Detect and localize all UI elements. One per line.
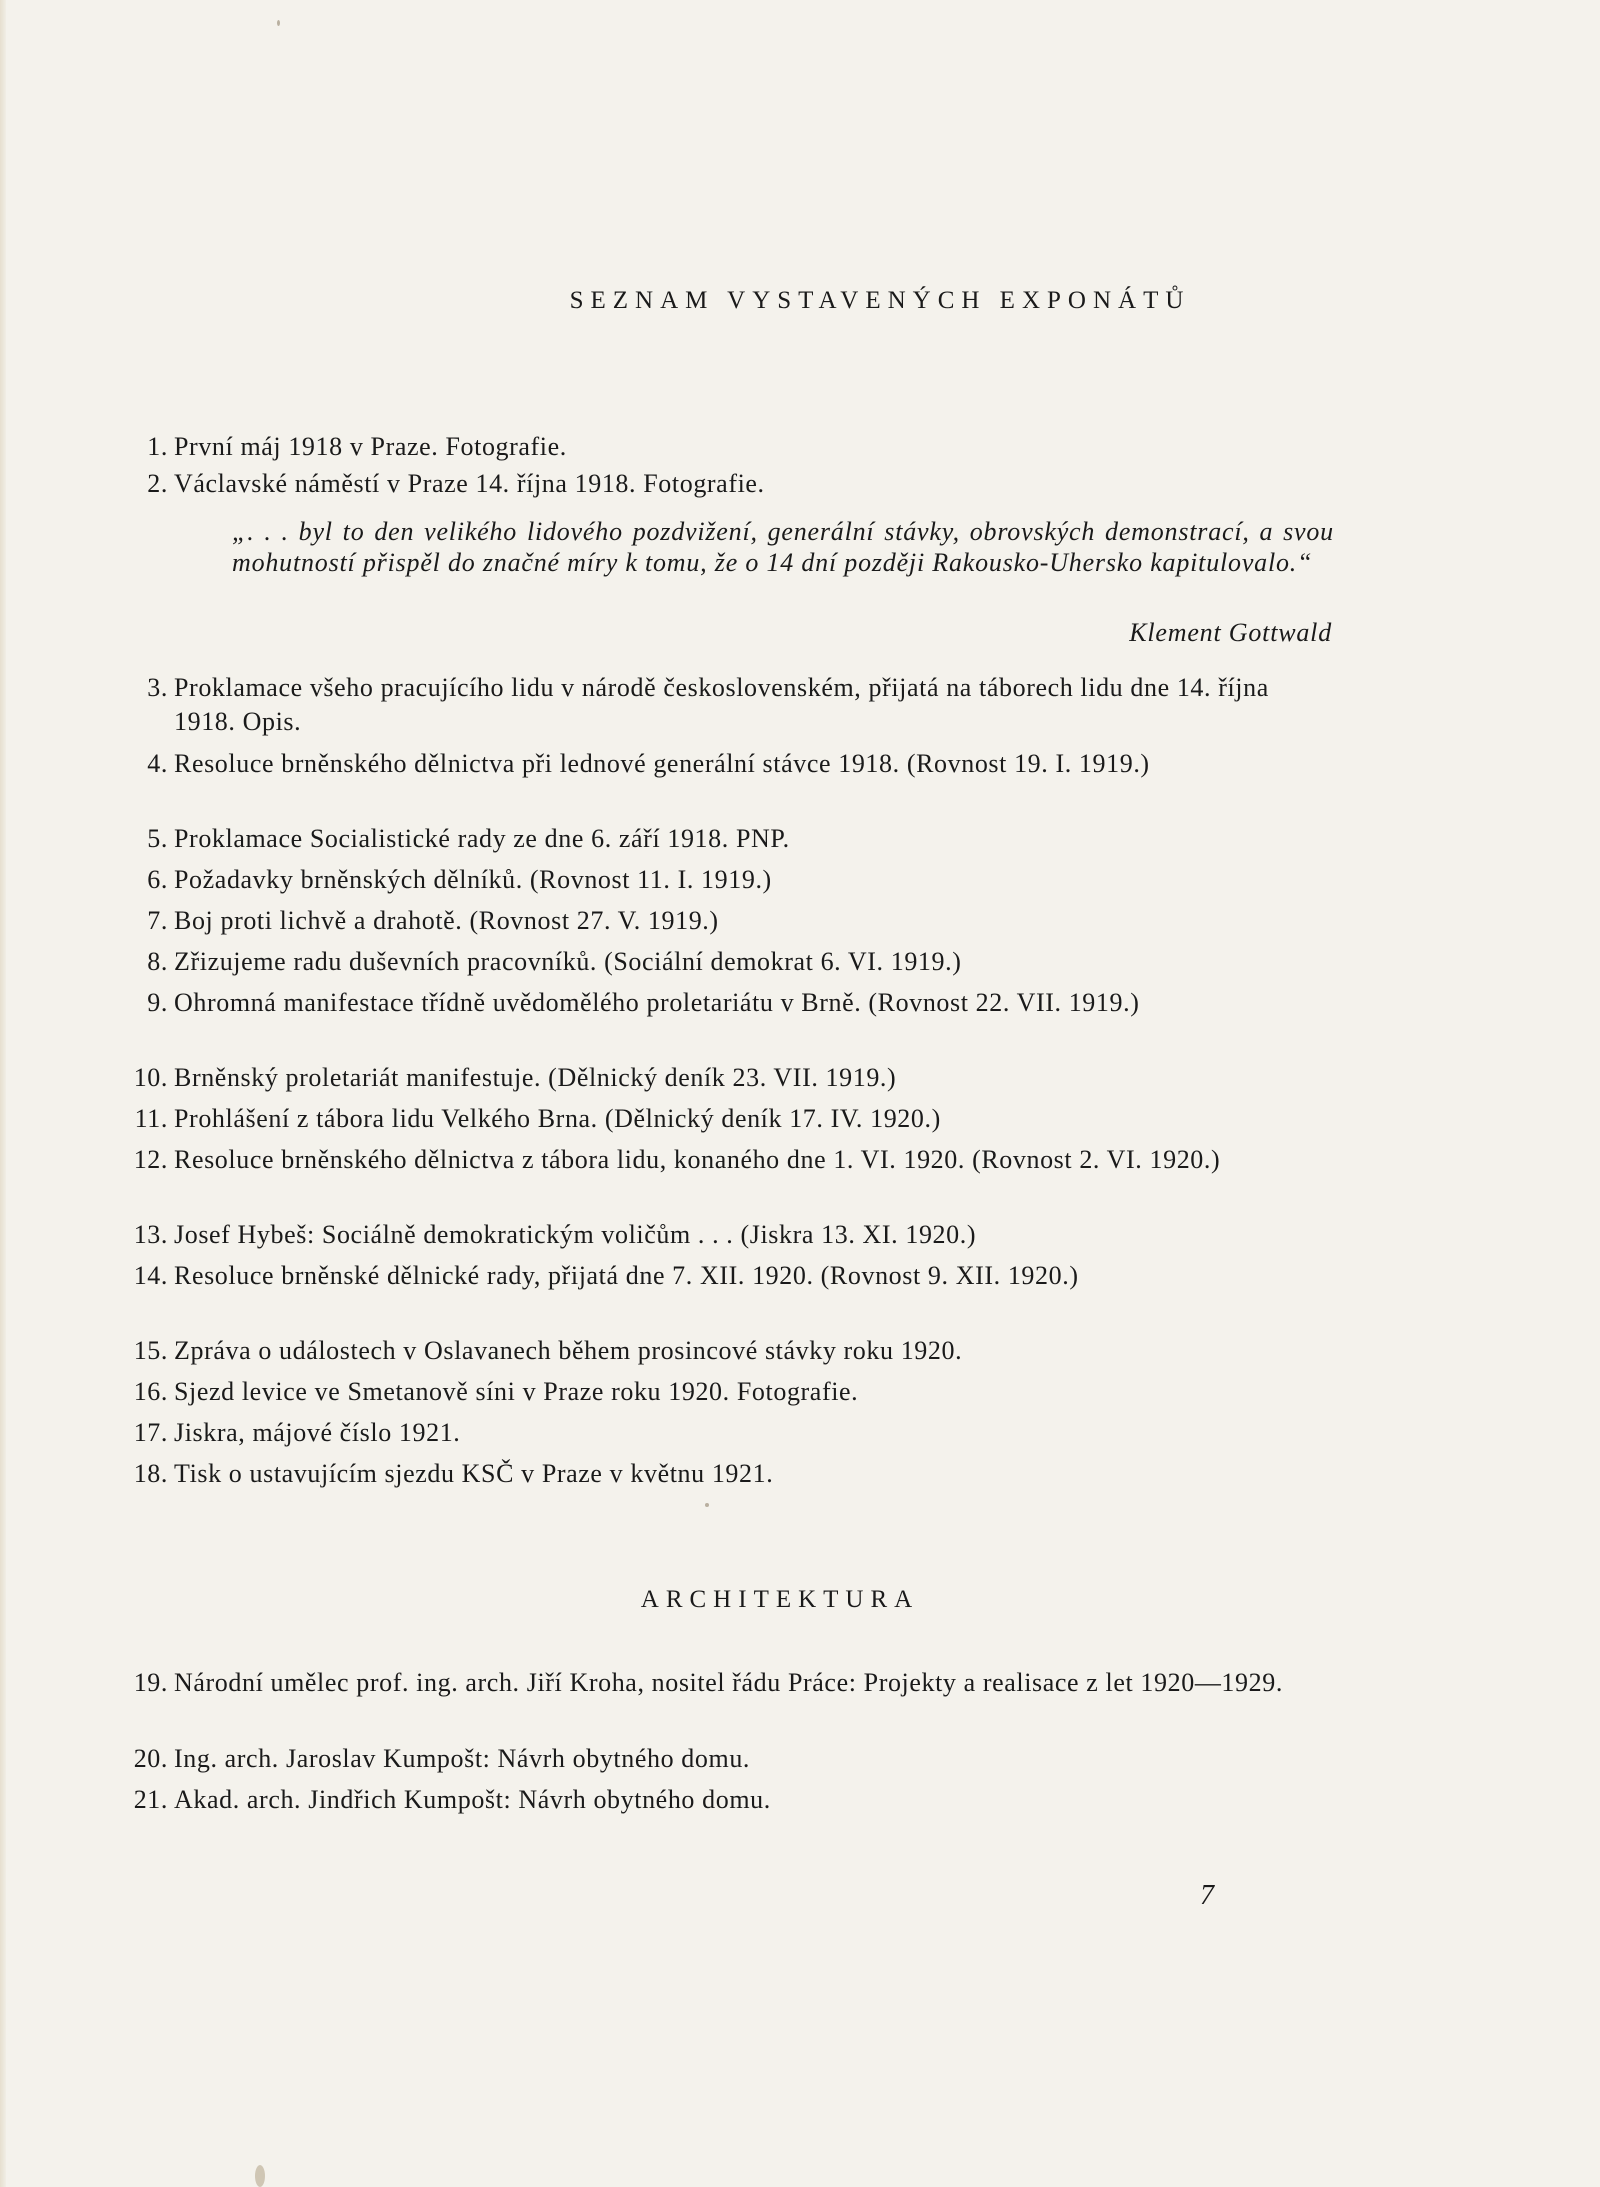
- list-item: [133, 1666, 1334, 1700]
- item-text: Josef Hybeš: Sociálně demokratickým voličům . . . (Jiskra 13. XI. 1920.): [174, 1220, 977, 1249]
- item-text: Zřizujeme radu duševních pracovníků. (Sociální demokrat 6. VI. 1919.): [174, 947, 962, 976]
- item-text: Akad. arch. Jindřich Kumpošt: Návrh obytného domu.: [174, 1785, 771, 1814]
- list-item: [133, 1742, 1334, 1776]
- item-text: Ing. arch. Jaroslav Kumpošt: Návrh obytného domu.: [174, 1744, 751, 1773]
- list-item: [147, 986, 1334, 1020]
- item-number: 18.: [133, 1459, 168, 1488]
- paper-speck: [277, 20, 280, 26]
- item-text: Sjezd levice ve Smetanově síni v Praze roku 1920. Fotografie.: [174, 1377, 859, 1406]
- item-number: 14.: [133, 1261, 168, 1290]
- item-number: 9.: [147, 988, 168, 1017]
- item-text: Zpráva o událostech v Oslavanech během prosincové stávky roku 1920.: [174, 1336, 963, 1365]
- page-title: SEZNAM VYSTAVENÝCH EXPONÁTŮ: [569, 287, 1191, 314]
- item-number: 15.: [133, 1336, 168, 1365]
- item-text: Proklamace všeho pracujícího lidu v národě československém, přijatá na táborech lidu dne 14. října 1918. Opis.: [174, 673, 1269, 736]
- list-item: [133, 1416, 1334, 1450]
- list-item: [147, 430, 1334, 464]
- item-number: 4.: [147, 749, 168, 778]
- list-item: [147, 863, 1334, 897]
- item-text: Požadavky brněnských dělníků. (Rovnost 11. I. 1919.): [174, 865, 772, 894]
- list-item: [133, 1061, 1334, 1095]
- paper-speck: [705, 1503, 709, 1507]
- item-number: 10.: [133, 1063, 168, 1092]
- page-edge: [0, 0, 6, 2187]
- list-item: [147, 747, 1334, 781]
- quote-author: Klement Gottwald: [1129, 618, 1332, 647]
- list-item: [147, 822, 1334, 856]
- item-text: Proklamace Socialistické rady ze dne 6. září 1918. PNP.: [174, 824, 790, 853]
- item-text: První máj 1918 v Praze. Fotografie.: [174, 432, 567, 461]
- item-text: Resoluce brněnského dělnictva z tábora lidu, konaného dne 1. VI. 1920. (Rovnost 2. VI. 1920.): [174, 1145, 1221, 1174]
- item-number: 12.: [133, 1145, 168, 1174]
- list-item: [133, 1457, 1334, 1491]
- item-text: Jiskra, májové číslo 1921.: [174, 1418, 461, 1447]
- item-number: 5.: [147, 824, 168, 853]
- item-text: Resoluce brněnské dělnické rady, přijatá dne 7. XII. 1920. (Rovnost 9. XII. 1920.): [174, 1261, 1079, 1290]
- item-number: 11.: [134, 1104, 168, 1133]
- item-text: Boj proti lichvě a drahotě. (Rovnost 27. V. 1919.): [174, 906, 719, 935]
- item-text: Václavské náměstí v Praze 14. října 1918. Fotografie.: [174, 469, 765, 498]
- list-item: [147, 945, 1334, 979]
- list-item: [134, 1102, 1334, 1136]
- quote-text: „. . . byl to den velikého lidového pozdvižení, generální stávky, obrovských demonstrací, a svou mohutností přispěl do značné míry k tomu, že o 14 dní později Rakousko-Uhersko kapitulovalo.“: [232, 517, 1334, 577]
- item-number: 3.: [147, 673, 168, 702]
- item-text: Resoluce brněnského dělnictva při lednové generální stávce 1918. (Rovnost 19. I. 1919.): [174, 749, 1150, 778]
- item-number: 8.: [147, 947, 168, 976]
- list-item: [147, 671, 1334, 739]
- item-number: 1.: [147, 432, 168, 461]
- item-number: 2.: [147, 469, 168, 498]
- item-number: 17.: [133, 1418, 168, 1447]
- item-number: 13.: [133, 1220, 168, 1249]
- section-title-architecture: ARCHITEKTURA: [640, 1586, 920, 1613]
- list-item: [147, 904, 1334, 938]
- list-item: [133, 1259, 1334, 1293]
- item-text: Národní umělec prof. ing. arch. Jiří Kroha, nositel řádu Práce: Projekty a realisace z let 1920—1929.: [174, 1668, 1283, 1697]
- list-item: [133, 1783, 1334, 1817]
- item-number: 6.: [147, 865, 168, 894]
- list-item: [133, 1143, 1334, 1177]
- item-text: Tisk o ustavujícím sjezdu KSČ v Praze v květnu 1921.: [174, 1459, 774, 1488]
- item-text: Ohromná manifestace třídně uvědomělého proletariátu v Brně. (Rovnost 22. VII. 1919.): [174, 988, 1140, 1017]
- item-number: 16.: [133, 1377, 168, 1406]
- list-item: [133, 1334, 1334, 1368]
- list-item: [133, 1218, 1334, 1252]
- list-item: [133, 1375, 1334, 1409]
- item-number: 20.: [133, 1744, 168, 1773]
- item-number: 21.: [133, 1785, 168, 1814]
- page-number: 7: [1200, 1880, 1214, 1911]
- list-item: [147, 467, 1334, 501]
- item-text: Prohlášení z tábora lidu Velkého Brna. (Dělnický deník 17. IV. 1920.): [174, 1104, 941, 1133]
- paper-speck: [255, 2165, 265, 2187]
- item-number: 7.: [147, 906, 168, 935]
- item-number: 19.: [133, 1668, 168, 1697]
- item-text: Brněnský proletariát manifestuje. (Dělnický deník 23. VII. 1919.): [174, 1063, 897, 1092]
